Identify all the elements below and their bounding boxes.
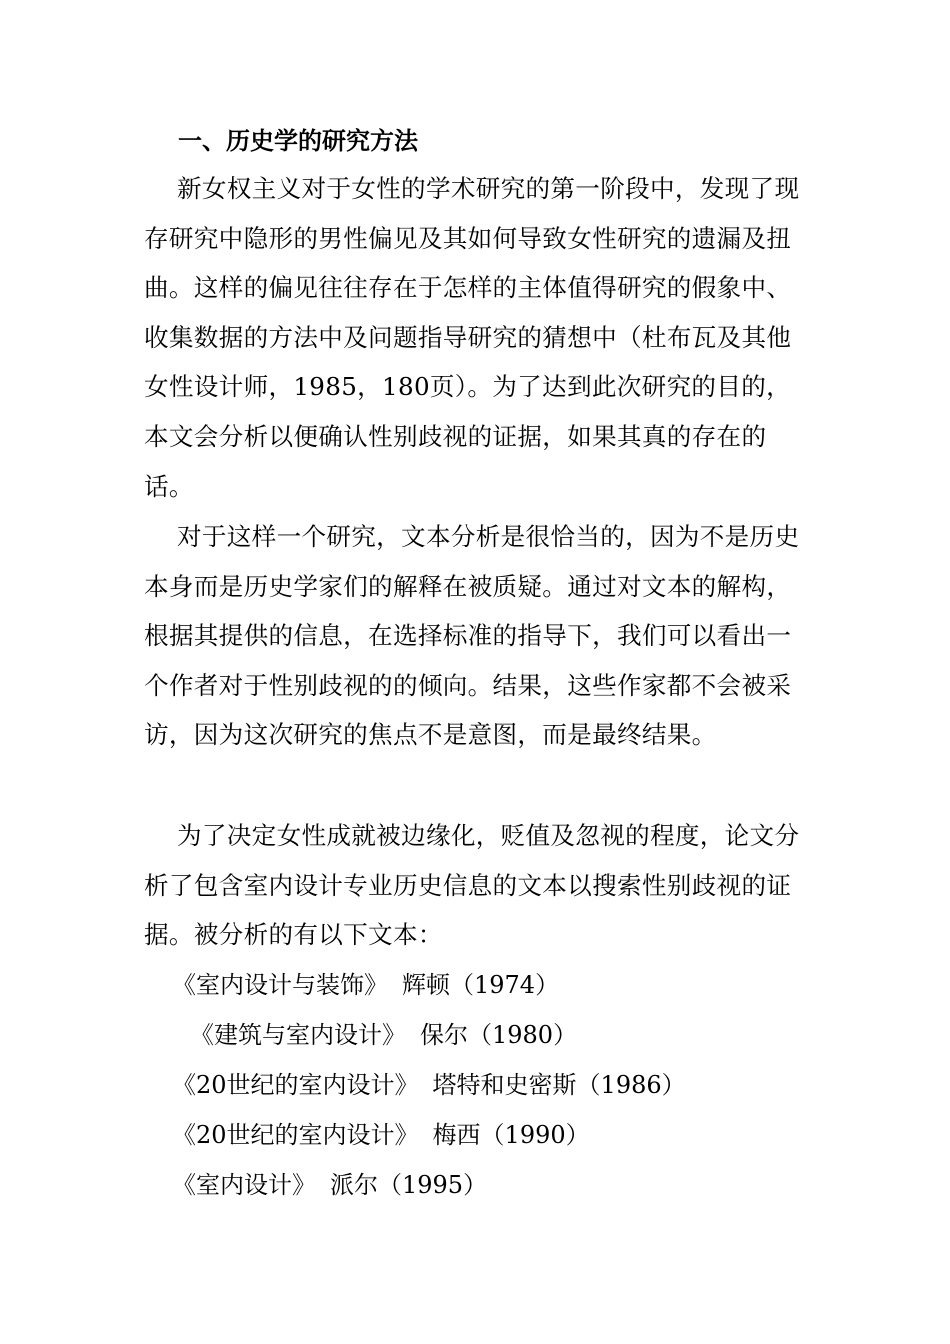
reference-author: 保尔（1980） [420, 1021, 578, 1049]
reference-title: 《室内设计》 [172, 1171, 316, 1199]
reference-author: 辉顿（1974） [402, 971, 560, 999]
reference-item [190, 1016, 577, 1054]
reference-title: 《室内设计与装饰》 [172, 971, 388, 999]
section-heading: 一、历史学的研究方法 [178, 127, 418, 155]
reference-author: 塔特和史密斯（1986） [432, 1071, 686, 1099]
reference-author: 派尔（1995） [330, 1171, 488, 1199]
reference-item [172, 1066, 686, 1104]
reference-title: 《建筑与室内设计》 [190, 1021, 406, 1049]
reference-author: 梅西（1990） [432, 1121, 590, 1149]
reference-title: 《20世纪的室内设计》 [172, 1121, 419, 1149]
paragraph-3: 为了决定女性成就被边缘化，贬值及忽视的程度，论文分析了包含室内设计专业历史信息的文本以搜索性别歧视的证据。被分析的有以下文本： [144, 821, 800, 950]
reference-title: 《20世纪的室内设计》 [172, 1071, 419, 1099]
reference-item [172, 1166, 487, 1204]
reference-item [172, 1116, 590, 1154]
reference-item [172, 966, 559, 1004]
paragraph-2: 对于这样一个研究，文本分析是很恰当的，因为不是历史本身而是历史学家们的解释在被质疑。通过对文本的解构，根据其提供的信息，在选择标准的指导下，我们可以看出一个作者对于性别歧视的的倾向。结果，这些作家都不会被采访，因为这次研究的焦点不是意图，而是最终结果。 [144, 522, 800, 750]
paragraph-1: 新女权主义对于女性的学术研究的第一阶段中，发现了现存研究中隐形的男性偏见及其如何导致女性研究的遗漏及扭曲。这样的偏见往往存在于怎样的主体值得研究的假象中、收集数据的方法中及问题指导研究的猜想中（杜布瓦及其他女性设计师，1985，180页）。为了达到此次研究的目的，本文会分析以便确认性别歧视的证据，如果其真的存在的话。 [144, 174, 800, 501]
